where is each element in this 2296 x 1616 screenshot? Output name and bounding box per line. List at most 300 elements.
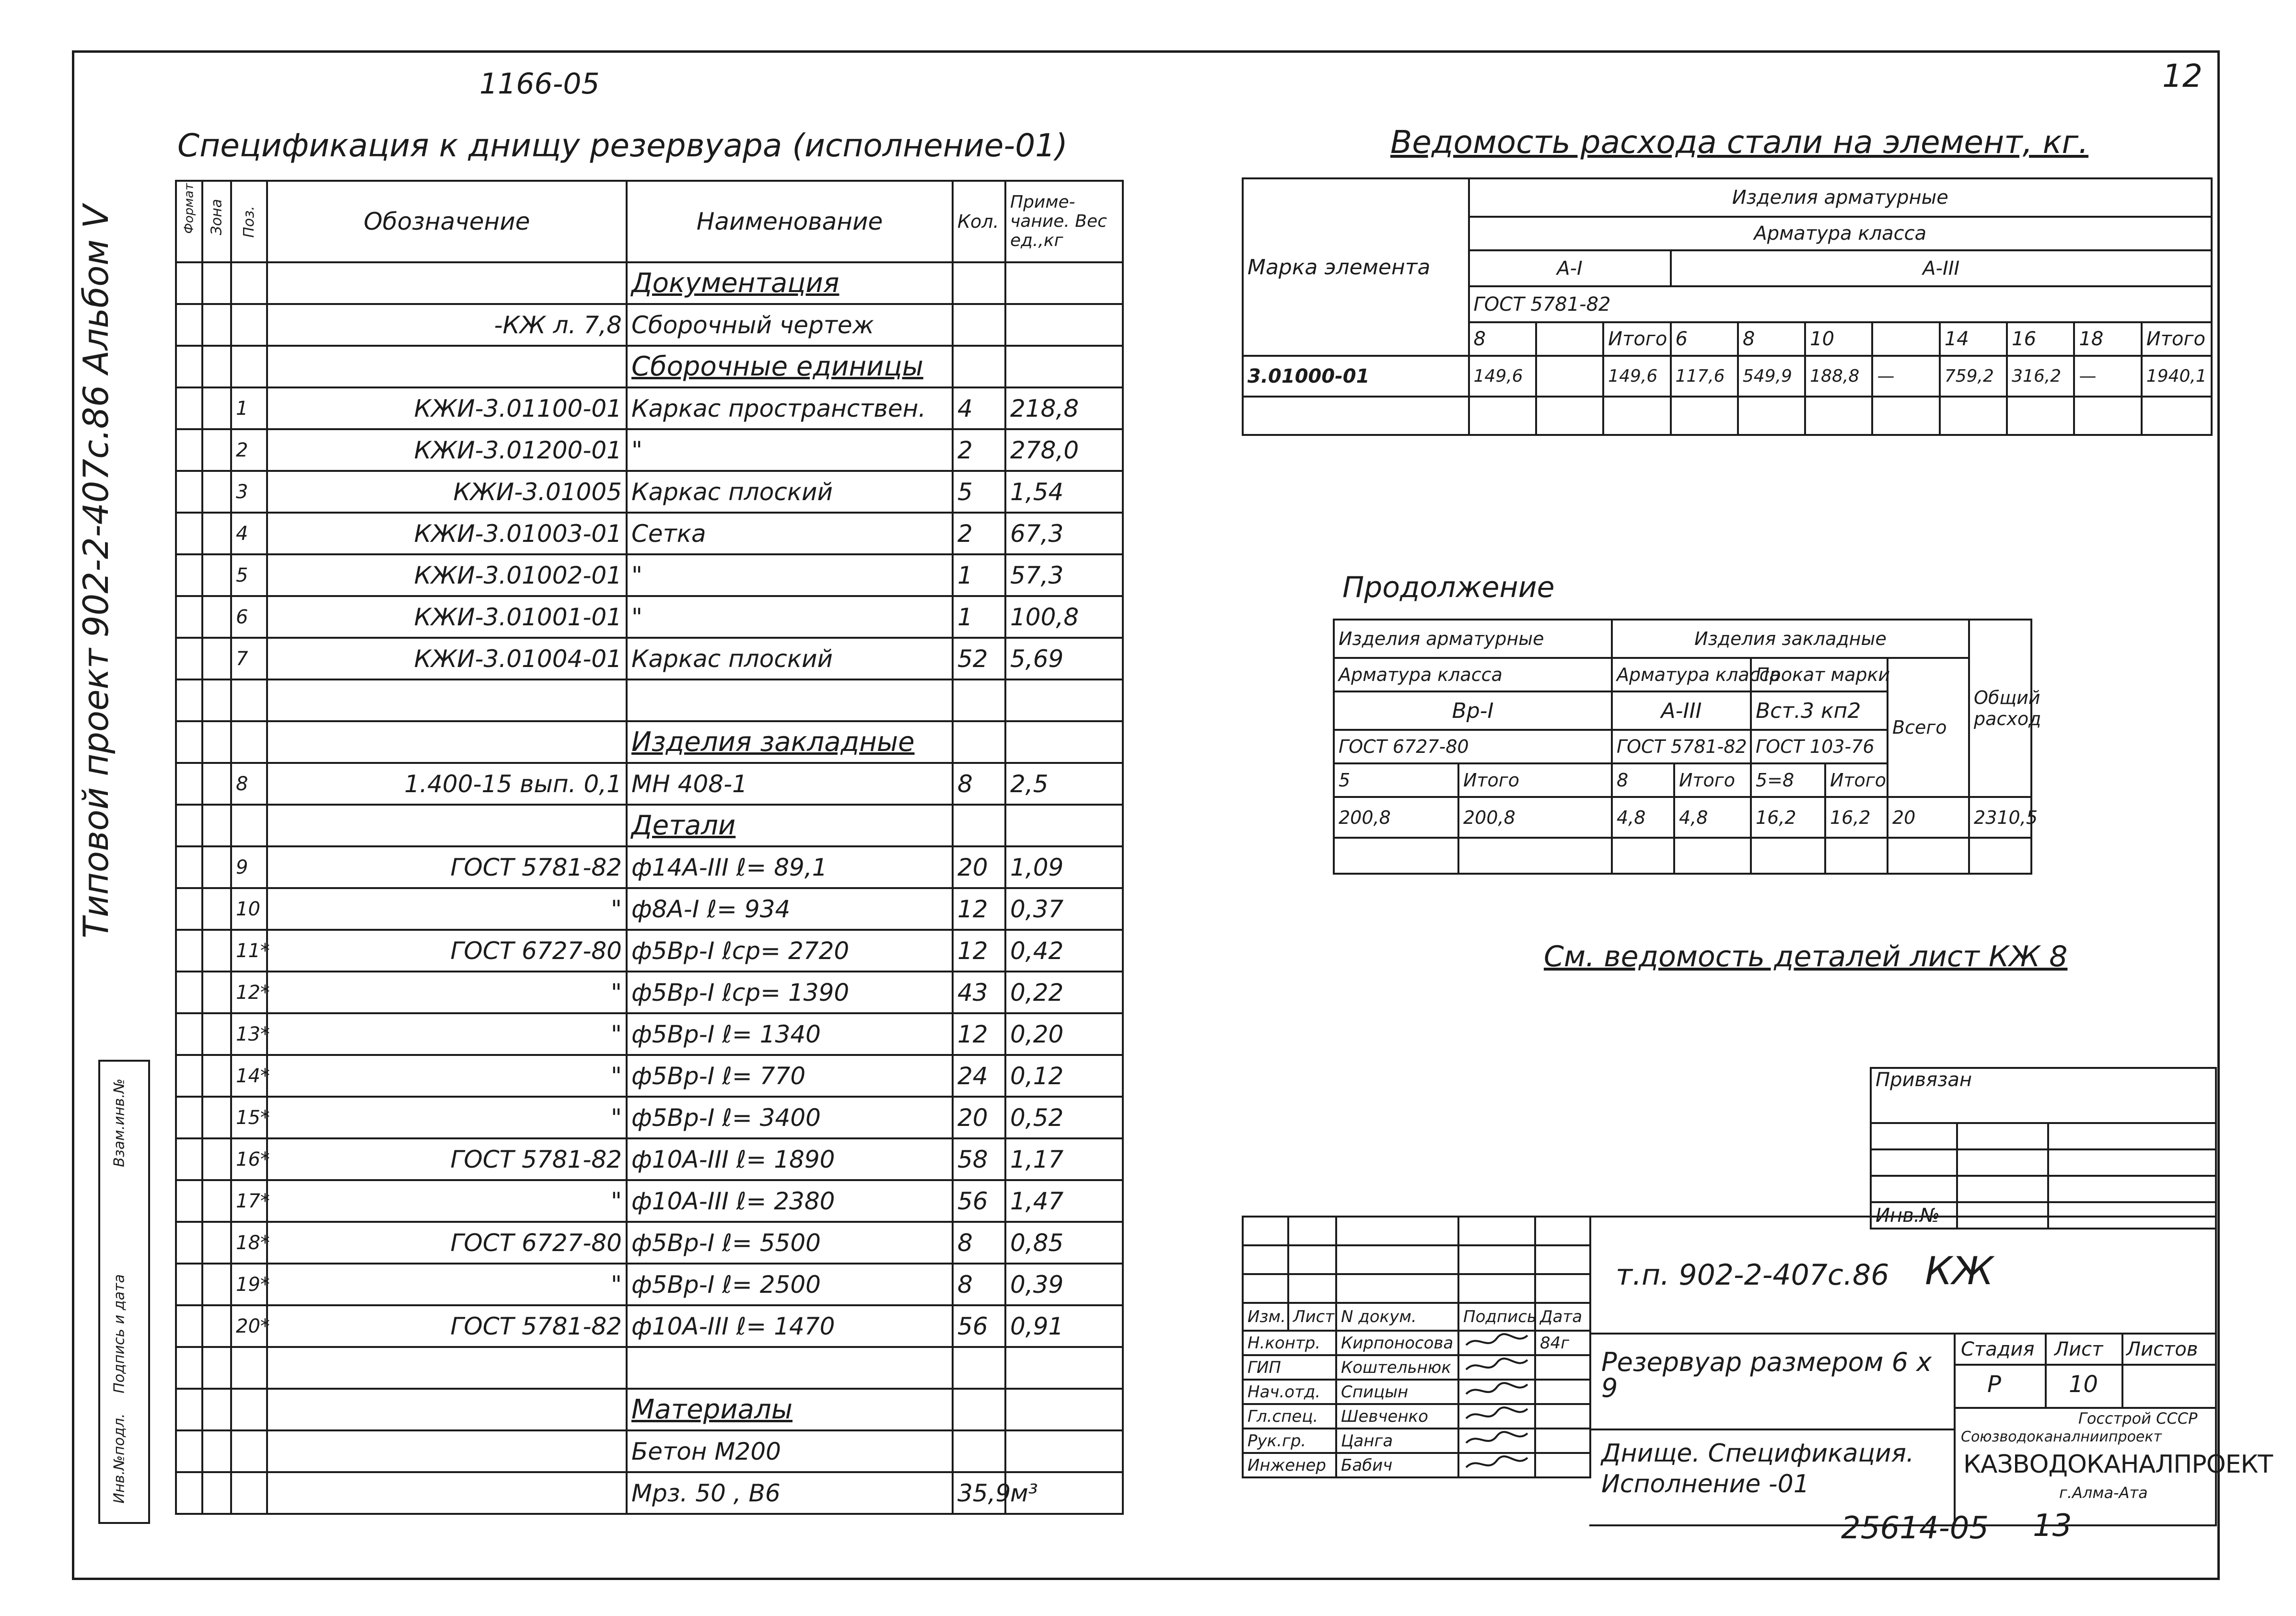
spec-cell-designation: ГОСТ 5781-82: [267, 846, 627, 888]
cont-sub-8: 8: [1612, 763, 1674, 797]
spec-cell-designation: КЖИ-3.01002-01: [267, 554, 627, 596]
spec-cell-name: [627, 1347, 953, 1389]
steel-sub-col: 16: [2007, 322, 2074, 356]
stamp-date: [1535, 1429, 1590, 1453]
spec-cell-qty: [953, 346, 1005, 387]
spec-cell-designation: КЖИ-3.01005: [267, 471, 627, 513]
stamp-org4: г.Алма-Ата: [2059, 1484, 2148, 1502]
stamp-signature: [1458, 1355, 1535, 1380]
steel-h-class: Арматура класса: [1469, 217, 2212, 250]
spec-cell-name: ф10А-III ℓ= 1470: [627, 1305, 953, 1347]
spec-cell-qty: [953, 1347, 1005, 1389]
spec-cell-format: [176, 638, 202, 679]
spec-cell-name: ": [627, 554, 953, 596]
stamp-role: ГИП: [1243, 1355, 1336, 1380]
spec-row: [176, 513, 1123, 554]
spec-cell-designation: -КЖ л. 7,8: [267, 304, 627, 346]
spec-row: [176, 387, 1123, 429]
spec-cell-format: [176, 846, 202, 888]
cont-sub-5: 5: [1334, 763, 1458, 797]
spec-cell-name: Каркас плоский: [627, 638, 953, 679]
spec-row: [176, 262, 1123, 304]
spec-cell-qty: [953, 805, 1005, 846]
spec-cell-pos: [231, 1347, 267, 1389]
cont-h-a3: А-III: [1612, 691, 1751, 730]
spec-table: [175, 180, 1124, 1515]
stamp-date: 84г: [1535, 1331, 1590, 1355]
spec-cell-format: [176, 1264, 202, 1305]
cont-h-emb: Изделия закладные: [1612, 620, 1969, 658]
spec-row: [176, 304, 1123, 346]
spec-cell-pos: [231, 679, 267, 721]
spec-cell-note: [1005, 721, 1123, 763]
steel-sub-col: 14: [1940, 322, 2007, 356]
side-stamp-label-sign: Подпись и дата: [111, 1274, 128, 1394]
spec-cell-zone: [202, 638, 231, 679]
spec-cell-designation: ": [267, 1055, 627, 1097]
spec-cell-format: [176, 763, 202, 805]
spec-cell-zone: [202, 721, 231, 763]
spec-cell-qty: [953, 1430, 1005, 1472]
spec-cell-qty: 1: [953, 554, 1005, 596]
steel-sub-col: Итого: [1603, 322, 1670, 356]
spec-cell-pos: 12*: [231, 972, 267, 1013]
spec-cell-name: Мрз. 50 , В6: [627, 1472, 953, 1514]
spec-row: [176, 429, 1123, 471]
cont-h-gost6727: ГОСТ 6727-80: [1334, 730, 1612, 763]
spec-cell-qty: [953, 721, 1005, 763]
spec-cell-format: [176, 679, 202, 721]
spec-cell-note: 0,85: [1005, 1222, 1123, 1264]
steel-mark: 3.01000-01: [1243, 356, 1469, 397]
title-block-right: [1589, 1216, 2273, 1526]
spec-cell-designation: [267, 1430, 627, 1472]
spec-cell-name: Материалы: [627, 1389, 953, 1430]
stamp-person-row: [1243, 1355, 1590, 1380]
spec-cell-note: [1005, 304, 1123, 346]
spec-cell-zone: [202, 805, 231, 846]
spec-cell-note: [1005, 1389, 1123, 1430]
spec-cell-qty: [953, 1389, 1005, 1430]
spec-cell-format: [176, 1055, 202, 1097]
stamp-signature: [1458, 1380, 1535, 1404]
spec-cell-pos: [231, 262, 267, 304]
spec-cell-designation: ГОСТ 6727-80: [267, 1222, 627, 1264]
spec-cell-zone: [202, 1013, 231, 1055]
side-stamp-label-replace: Взам.инв.№: [111, 1078, 128, 1167]
spec-cell-designation: КЖИ-3.01100-01: [267, 387, 627, 429]
side-stamp-strip: [98, 1060, 150, 1524]
spec-cell-format: [176, 262, 202, 304]
steel-title: Ведомость расхода стали на элемент, кг.: [1390, 124, 2089, 161]
spec-cell-format: [176, 972, 202, 1013]
spec-cell-pos: 13*: [231, 1013, 267, 1055]
spec-cell-zone: [202, 846, 231, 888]
spec-cell-designation: [267, 721, 627, 763]
steel-h-a1: А-I: [1469, 250, 1671, 286]
spec-row: [176, 846, 1123, 888]
spec-cell-pos: 3: [231, 471, 267, 513]
spec-cell-note: 5,69: [1005, 638, 1123, 679]
spec-cell-designation: ": [267, 1180, 627, 1222]
spec-cell-zone: [202, 1097, 231, 1138]
spec-title: Спецификация к днищу резервуара (исполнение-01): [177, 127, 1068, 164]
stamp-stage-h: Стадия: [1961, 1338, 2035, 1360]
steel-val: 759,2: [1940, 356, 2007, 397]
spec-cell-pos: 8: [231, 763, 267, 805]
steel-sub-col: 18: [2074, 322, 2141, 356]
spec-cell-name: Сборочный чертеж: [627, 304, 953, 346]
spec-cell-note: 0,12: [1005, 1055, 1123, 1097]
spec-h-qty: Кол.: [953, 181, 1005, 262]
spec-cell-zone: [202, 1055, 231, 1097]
stamp-col-list: Лист: [1288, 1303, 1336, 1331]
cont-h-gost5781: ГОСТ 5781-82: [1612, 730, 1751, 763]
title-block-left: [1242, 1216, 1591, 1478]
spec-cell-zone: [202, 596, 231, 638]
steel-val: 316,2: [2007, 356, 2074, 397]
spec-cell-note: 218,8: [1005, 387, 1123, 429]
cont-h-total-all: Общий расход: [1969, 620, 2031, 797]
steel-val: 549,9: [1738, 356, 1805, 397]
spec-h-name: Наименование: [627, 181, 953, 262]
stamp-role: Инженер: [1243, 1453, 1336, 1477]
spec-cell-name: ": [627, 429, 953, 471]
spec-h-zone: Зона: [202, 181, 231, 262]
spec-cell-zone: [202, 262, 231, 304]
spec-cell-qty: 8: [953, 1222, 1005, 1264]
spec-cell-note: 0,42: [1005, 930, 1123, 972]
spec-cell-note: 0,91: [1005, 1305, 1123, 1347]
spec-cell-name: Сборочные единицы: [627, 346, 953, 387]
spec-cell-format: [176, 554, 202, 596]
spec-cell-pos: 7: [231, 638, 267, 679]
steel-sub-col: 6: [1671, 322, 1738, 356]
spec-cell-designation: [267, 1347, 627, 1389]
spec-cell-note: [1005, 262, 1123, 304]
spec-cell-designation: ГОСТ 5781-82: [267, 1305, 627, 1347]
spec-cell-designation: ": [267, 1013, 627, 1055]
spec-cell-zone: [202, 429, 231, 471]
spec-cell-zone: [202, 1264, 231, 1305]
spec-row: [176, 1138, 1123, 1180]
spec-cell-name: ф5Вр-I ℓ= 3400: [627, 1097, 953, 1138]
spec-cell-qty: 20: [953, 846, 1005, 888]
spec-cell-zone: [202, 1138, 231, 1180]
spec-cell-format: [176, 1013, 202, 1055]
spec-cell-designation: ": [267, 1097, 627, 1138]
spec-cell-designation: ": [267, 1264, 627, 1305]
spec-cell-format: [176, 596, 202, 638]
spec-row: [176, 1055, 1123, 1097]
spec-cell-qty: 35,9: [953, 1472, 1005, 1514]
spec-cell-designation: [267, 346, 627, 387]
spec-cell-designation: КЖИ-3.01003-01: [267, 513, 627, 554]
spec-cell-format: [176, 513, 202, 554]
spec-h-pos: Поз.: [231, 181, 267, 262]
spec-cell-name: Каркас пространствен.: [627, 387, 953, 429]
spec-cell-zone: [202, 888, 231, 930]
stamp-date: [1535, 1453, 1590, 1477]
stamp-sheet-no: 10: [2069, 1371, 2098, 1398]
stamp-role: Н.контр.: [1243, 1331, 1336, 1355]
stamp-person-row: [1243, 1453, 1590, 1477]
cont-val: 4,8: [1674, 797, 1751, 838]
cont-h-prokat: Прокат марки: [1751, 658, 1888, 691]
stamp-sheet-title: Днище. Спецификация. Исполнение -01: [1601, 1439, 1914, 1499]
spec-cell-pos: [231, 1389, 267, 1430]
spec-row: [176, 763, 1123, 805]
spec-cell-qty: 12: [953, 930, 1005, 972]
spec-cell-note: м³: [1005, 1472, 1123, 1514]
spec-cell-zone: [202, 679, 231, 721]
spec-row: [176, 1180, 1123, 1222]
steel-sub-col: [1872, 322, 1939, 356]
steel-sub-col: 8: [1738, 322, 1805, 356]
spec-cell-qty: 24: [953, 1055, 1005, 1097]
spec-cell-name: ф10А-III ℓ= 1890: [627, 1138, 953, 1180]
spec-cell-note: 1,17: [1005, 1138, 1123, 1180]
steel-val: 117,6: [1671, 356, 1738, 397]
spec-cell-format: [176, 304, 202, 346]
steel-sub-col: Итого: [2142, 322, 2212, 356]
spec-cell-qty: 2: [953, 513, 1005, 554]
stamp-person-name: Шевченко: [1336, 1404, 1458, 1429]
steel-val: 188,8: [1805, 356, 1872, 397]
spec-cell-note: [1005, 805, 1123, 846]
stamp-col-doc: N докум.: [1336, 1303, 1458, 1331]
spec-cell-qty: 52: [953, 638, 1005, 679]
steel-val: —: [2074, 356, 2141, 397]
sheet-corner-number: 12: [2162, 58, 2203, 94]
spec-cell-name: ф5Вр-I ℓ= 5500: [627, 1222, 953, 1264]
spec-cell-pos: [231, 1430, 267, 1472]
spec-cell-format: [176, 1472, 202, 1514]
spec-cell-qty: 20: [953, 1097, 1005, 1138]
spec-row: [176, 721, 1123, 763]
spec-cell-name: ф5Вр-I ℓ= 1340: [627, 1013, 953, 1055]
spec-row: [176, 1097, 1123, 1138]
stamp-col-sign: Подпись: [1458, 1303, 1535, 1331]
spec-cell-note: 0,22: [1005, 972, 1123, 1013]
spec-row: [176, 1347, 1123, 1389]
spec-cell-format: [176, 346, 202, 387]
stamp-role: Нач.отд.: [1243, 1380, 1336, 1404]
stamp-person-name: Бабич: [1336, 1453, 1458, 1477]
spec-cell-name: ф5Вр-I ℓ= 2500: [627, 1264, 953, 1305]
spec-cell-qty: 58: [953, 1138, 1005, 1180]
spec-cell-zone: [202, 1472, 231, 1514]
spec-cell-qty: 43: [953, 972, 1005, 1013]
spec-cell-pos: 9: [231, 846, 267, 888]
bottom-page: 13: [2033, 1508, 2072, 1544]
spec-cell-format: [176, 1180, 202, 1222]
stamp-date: [1535, 1355, 1590, 1380]
stamp-person-row: [1243, 1404, 1590, 1429]
spec-cell-format: [176, 1389, 202, 1430]
spec-cell-name: Сетка: [627, 513, 953, 554]
cont-h-gost103: ГОСТ 103-76: [1751, 730, 1888, 763]
spec-cell-note: 67,3: [1005, 513, 1123, 554]
spec-row: [176, 888, 1123, 930]
steel-val: [1536, 356, 1603, 397]
spec-cell-qty: 5: [953, 471, 1005, 513]
spec-row: [176, 471, 1123, 513]
spec-h-designation: Обозначение: [267, 181, 627, 262]
spec-cell-note: 0,20: [1005, 1013, 1123, 1055]
spec-cell-pos: 16*: [231, 1138, 267, 1180]
spec-cell-zone: [202, 1180, 231, 1222]
stamp-mark: КЖ: [1925, 1249, 1993, 1293]
spec-row: [176, 1305, 1123, 1347]
stamp-col-date: Дата: [1535, 1303, 1590, 1331]
side-stamp-label-inv: Инв.№подл.: [111, 1413, 128, 1504]
spec-cell-pos: 4: [231, 513, 267, 554]
steel-h-group: Изделия арматурные: [1469, 178, 2212, 217]
cont-h-arm: Изделия арматурные: [1334, 620, 1612, 658]
spec-cell-name: ф5Вр-I ℓср= 2720: [627, 930, 953, 972]
spec-cell-pos: 15*: [231, 1097, 267, 1138]
spec-cell-zone: [202, 1389, 231, 1430]
spec-row: [176, 596, 1123, 638]
spec-cell-pos: 5: [231, 554, 267, 596]
spec-cell-pos: 17*: [231, 1180, 267, 1222]
spec-row: [176, 805, 1123, 846]
spec-cell-format: [176, 1347, 202, 1389]
spec-cell-pos: 2: [231, 429, 267, 471]
spec-cell-pos: [231, 1472, 267, 1514]
spec-cell-pos: 11*: [231, 930, 267, 972]
stamp-signature: [1458, 1453, 1535, 1477]
stamp-date: [1535, 1380, 1590, 1404]
spec-cell-note: [1005, 679, 1123, 721]
spec-cell-zone: [202, 554, 231, 596]
spec-cell-qty: 8: [953, 763, 1005, 805]
spec-cell-format: [176, 429, 202, 471]
spec-cell-designation: ": [267, 972, 627, 1013]
spec-cell-zone: [202, 1222, 231, 1264]
spec-row: [176, 1472, 1123, 1514]
stamp-person-row: [1243, 1380, 1590, 1404]
stamp-sheet-h: Лист: [2054, 1338, 2103, 1360]
privyazan-label: Привязан: [1871, 1068, 2216, 1123]
spec-cell-designation: [267, 1472, 627, 1514]
cont-h-arm-class: Арматура класса: [1334, 658, 1612, 691]
cont-h-total-emb: Всего: [1888, 658, 1969, 797]
spec-row: [176, 1389, 1123, 1430]
spec-cell-designation: ": [267, 888, 627, 930]
spec-cell-zone: [202, 930, 231, 972]
spec-cell-note: 1,09: [1005, 846, 1123, 888]
steel-sub-col: 8: [1469, 322, 1536, 356]
spec-cell-designation: [267, 1389, 627, 1430]
cont-val: 200,8: [1334, 797, 1458, 838]
cont-val: 4,8: [1612, 797, 1674, 838]
cont-sub-5-8: 5=8: [1751, 763, 1825, 797]
spec-cell-designation: [267, 805, 627, 846]
spec-cell-note: [1005, 1347, 1123, 1389]
stamp-person-row: [1243, 1331, 1590, 1355]
spec-cell-pos: 14*: [231, 1055, 267, 1097]
stamp-object-title: Резервуар размером 6 x 9: [1601, 1347, 1932, 1403]
spec-cell-qty: 12: [953, 888, 1005, 930]
cont-h-emb-class: Арматура класса: [1612, 658, 1751, 691]
spec-cell-note: 0,52: [1005, 1097, 1123, 1138]
spec-cell-format: [176, 471, 202, 513]
spec-cell-format: [176, 930, 202, 972]
spec-cell-note: 2,5: [1005, 763, 1123, 805]
spec-cell-note: 0,39: [1005, 1264, 1123, 1305]
spec-cell-zone: [202, 1430, 231, 1472]
spec-cell-qty: 4: [953, 387, 1005, 429]
spec-cell-designation: ГОСТ 6727-80: [267, 930, 627, 972]
cont-sub-itogo-3: Итого: [1825, 763, 1888, 797]
spec-row: [176, 679, 1123, 721]
spec-cell-qty: 2: [953, 429, 1005, 471]
cont-h-vr: Вр-I: [1334, 691, 1612, 730]
stamp-org3: КАЗВОДОКАНАЛПРОЕКТ: [1963, 1450, 2273, 1479]
spec-cell-name: [627, 679, 953, 721]
spec-cell-note: 1,47: [1005, 1180, 1123, 1222]
spec-cell-note: [1005, 346, 1123, 387]
stamp-org1: Госстрой СССР: [2078, 1409, 2198, 1428]
spec-cell-name: ф14А-III ℓ= 89,1: [627, 846, 953, 888]
spec-cell-zone: [202, 972, 231, 1013]
spec-cell-pos: 1: [231, 387, 267, 429]
spec-cell-qty: [953, 304, 1005, 346]
cont-h-vst: Вст.3 кп2: [1751, 691, 1888, 730]
stamp-signature: [1458, 1429, 1535, 1453]
side-vertical-title: Типовой проект 902-2-407с.86 Альбом V: [76, 205, 116, 938]
spec-cell-name: МН 408-1: [627, 763, 953, 805]
cont-sub-itogo-2: Итого: [1674, 763, 1751, 797]
cont-val: 16,2: [1751, 797, 1825, 838]
spec-cell-name: Детали: [627, 805, 953, 846]
spec-cell-format: [176, 1430, 202, 1472]
spec-cell-zone: [202, 387, 231, 429]
spec-cell-note: 0,37: [1005, 888, 1123, 930]
spec-cell-qty: 12: [953, 1013, 1005, 1055]
spec-cell-format: [176, 1222, 202, 1264]
stamp-person-name: Коштельнюк: [1336, 1355, 1458, 1380]
cont-table: [1333, 619, 2296, 875]
steel-val: 149,6: [1469, 356, 1536, 397]
spec-row: [176, 1013, 1123, 1055]
spec-cell-pos: 19*: [231, 1264, 267, 1305]
spec-cell-format: [176, 721, 202, 763]
steel-val: 149,6: [1603, 356, 1670, 397]
spec-cell-format: [176, 888, 202, 930]
spec-cell-pos: 6: [231, 596, 267, 638]
spec-cell-designation: КЖИ-3.01004-01: [267, 638, 627, 679]
spec-row: [176, 930, 1123, 972]
spec-cell-qty: 8: [953, 1264, 1005, 1305]
spec-cell-format: [176, 805, 202, 846]
spec-cell-designation: 1.400-15 вып. 0,1: [267, 763, 627, 805]
spec-cell-designation: КЖИ-3.01001-01: [267, 596, 627, 638]
spec-cell-qty: 56: [953, 1180, 1005, 1222]
stamp-person-name: Спицын: [1336, 1380, 1458, 1404]
spec-cell-zone: [202, 513, 231, 554]
steel-val: 1940,1: [2142, 356, 2212, 397]
spec-cell-pos: 10: [231, 888, 267, 930]
spec-row: [176, 1222, 1123, 1264]
stamp-signature: [1458, 1404, 1535, 1429]
stamp-person-name: Цанга: [1336, 1429, 1458, 1453]
spec-cell-name: ф5Вр-I ℓср= 1390: [627, 972, 953, 1013]
stamp-signature: [1458, 1331, 1535, 1355]
steel-h-gost: ГОСТ 5781-82: [1469, 286, 2212, 322]
